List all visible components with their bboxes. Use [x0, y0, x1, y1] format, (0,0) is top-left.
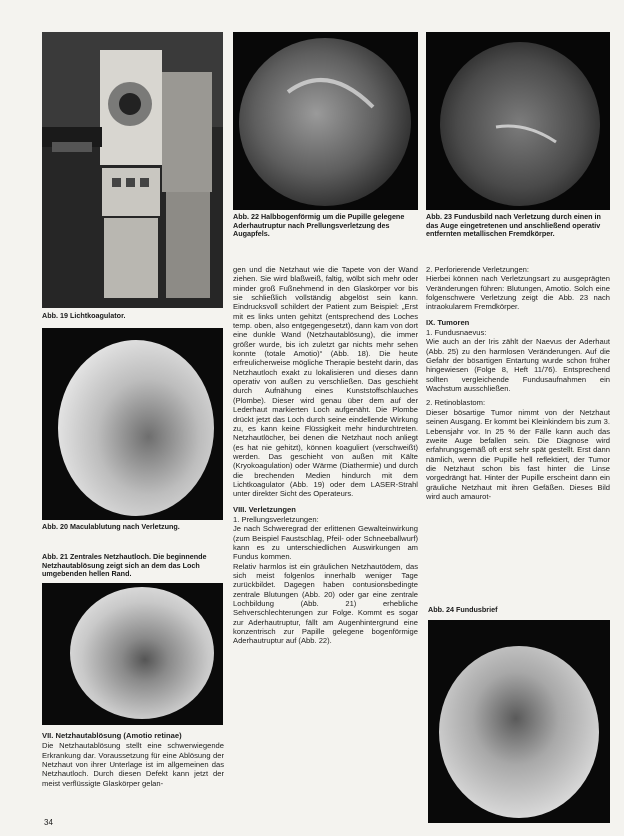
column-1 — [42, 731, 224, 788]
fundus-photo-22 — [233, 32, 418, 210]
column-2 — [233, 265, 418, 646]
page-number: 34 — [44, 818, 53, 827]
figure-22-aderhautruptur — [233, 32, 418, 210]
heading-verletzungen: VIII. Verletzungen — [233, 504, 296, 514]
col3-sub2-text: Hierbei können nach Verletzungsart zu ausgeprägten Veränderungen führen: Blutungen, Amotio. Solch eine folgenschwere Verletzung zeigt die Abb. 23 nach intraokularem Fremdkörper. — [426, 274, 610, 312]
caption-abb20: Abb. 20 Maculablutung nach Verletzung. — [42, 522, 180, 531]
col3-sub4-title: 2. Retinoblastom: — [426, 398, 486, 408]
column-3 — [426, 265, 610, 501]
fundus-photo-21 — [42, 583, 223, 725]
heading-tumoren: IX. Tumoren — [426, 317, 470, 327]
col2-sub1-title: 1. Prellungsverletzungen: — [233, 514, 319, 524]
fundus-photo-24 — [428, 620, 610, 823]
caption-abb24: Abb. 24 Fundusbrief — [428, 605, 498, 614]
figure-21-netzhautloch — [42, 583, 223, 725]
col2-sub1-text2: Relativ harmlos ist ein gräulichen Netzhautödem, das sich meist folgenlos innerhalb weniger Tage zurückbildet. Dagegen haben contusionsbedingte zentrale Blutungen (Abb. 20) oder gar eine zentrale Lochbildung (Abb. 21) erhebliche Sehverschlechterungen zur Folge. Kommt es sogar zur Aderhautruptur, fällt am Augenhintergrund eine konzentrisch zur Papille gelegene bogenförmige Aderhautruptur auf (Abb. 22). — [233, 561, 418, 646]
fundus-photo-23 — [426, 32, 610, 210]
figure-19-lichtkoagulator — [42, 32, 223, 308]
col1-paragraph: Die Netzhautablösung stellt eine schwerwiegende Erkrankung dar. Voraussetzung für eine Ablösung der Netzhaut von ihrer Unterlage ist im allgemeinen das Netzhautloch. Durch diesen Defekt kann jetzt der meist verflüssigte Glaskörper gelan- — [42, 741, 224, 788]
col3-sub4-text: Dieser bösartige Tumor nimmt von der Netzhaut seinen Ausgang. Er kommt bei Kleinkindern bis zum 3. Lebensjahr vor. In 25 % der Fälle kann auch das zweite Auge befallen sein. Die Diagnose wird erfahrungsgemäß oft erst sehr spät gestellt. Erst dann nämlich, wenn die Pupille hell reflektiert, der Tumor die Netzhaut schon bis fast hinter die Linse vorgedrängt hat. Hinter der Pupille erscheint dann ein gräuliche Netzhaut mit ihren Gefäßen. Dieses Bild wird auch amaurot- — [426, 407, 610, 501]
caption-abb19: Abb. 19 Lichtkoagulator. — [42, 311, 126, 320]
heading-netzhautabloesung: VII. Netzhautablösung (Amotio retinae) — [42, 731, 182, 740]
col3-sub2-title: 2. Perforierende Verletzungen: — [426, 265, 530, 274]
lichtkoagulator-photo — [42, 32, 223, 308]
figure-23-fremdkoerper — [426, 32, 610, 210]
col3-sub3-title: 1. Fundusnaevus: — [426, 328, 487, 338]
col2-intro: gen und die Netzhaut wie die Tapete von der Wand ziehen. Sie wird blaßweiß, faltig, wölbt sich mehr oder minder groß Fußnehmend in den Glaskörper vor bis sie schließlich vollständig abgelöst sein kann. Eindrucksvoll schildert der Patient zum Beispiel: „Erst mit es links unten gehitzt (entsprechend des Loches temp. oben, also entgegengesetzt), dann kam von dort eine dunkle Wand (Netzhautablösung), die immer größer wurde, bis ich zuletzt gar nichts mehr sehen konnte (totale Amotio)“ (Abb. 18). Die heute erfreulicherweise mögliche Therapie besteht darin, das Netzhautloch exakt zu lokalisieren und dieses dann operativ von außen zu verschließen. Das geschieht durch Aufnähung eines Kunststoffschlauches (Plombe). Dieser wird genau über dem auf der Lederhaut markierten Loch aufgenäht. Die Plombe drückt jetzt das Loch durch seine eindellende Wirkung zu, es kann keine Flüssigkeit mehr hindurchtreten. Netzhautlöcher, bei denen die Netzhaut noch anliegt (es hat nie gehitzt), können koaguliert (verschweißt) werden. Das geschieht von außen mit Kälte (Kryokoagulation) oder Wärme (Diathermie) und durch die brechenden Medien hindurch mit dem Lichtkoagulator (Abb. 19) oder dem LASER-Strahl unter direkter Sicht des Operateurs. — [233, 265, 418, 499]
col2-sub1-text: Je nach Schweregrad der erlittenen Gewalteinwirkung (zum Beispiel Faustschlag, Pfeil- oder Schneeballwurf) kann es zu unterschiedlichen Auswirkungen am Fundus kommen. — [233, 524, 418, 562]
caption-abb22: Abb. 22 Halbbogenförmig um die Pupille gelegene Aderhautruptur nach Prellungsverletzung des Augapfels. — [233, 212, 405, 239]
caption-abb23: Abb. 23 Fundusbild nach Verletzung durch einen in das Auge eingetretenen und anschließend operativ entfernten metallischen Fremdkörper. — [426, 212, 601, 239]
caption-abb21: Abb. 21 Zentrales Netzhautloch. Die beginnende Netzhautablösung zeigt sich an dem das Loch umgebenden hellen Rand. — [42, 552, 207, 579]
fundus-photo-20 — [42, 328, 223, 520]
figure-24-fundus — [428, 620, 610, 823]
figure-20-maculablutung — [42, 328, 223, 520]
col3-sub3-text: Wie auch an der Iris zählt der Naevus der Aderhaut (Abb. 25) zu den harmlosen Veränderungen. Auf die Gefahr der bösartigen Entartung wurde schon früher hingewiesen (Folge 8, Heft 11/76). Entsprechend sollten vergleichende Fundusaufnahmen ein Wachstum ausschließen. — [426, 337, 610, 394]
